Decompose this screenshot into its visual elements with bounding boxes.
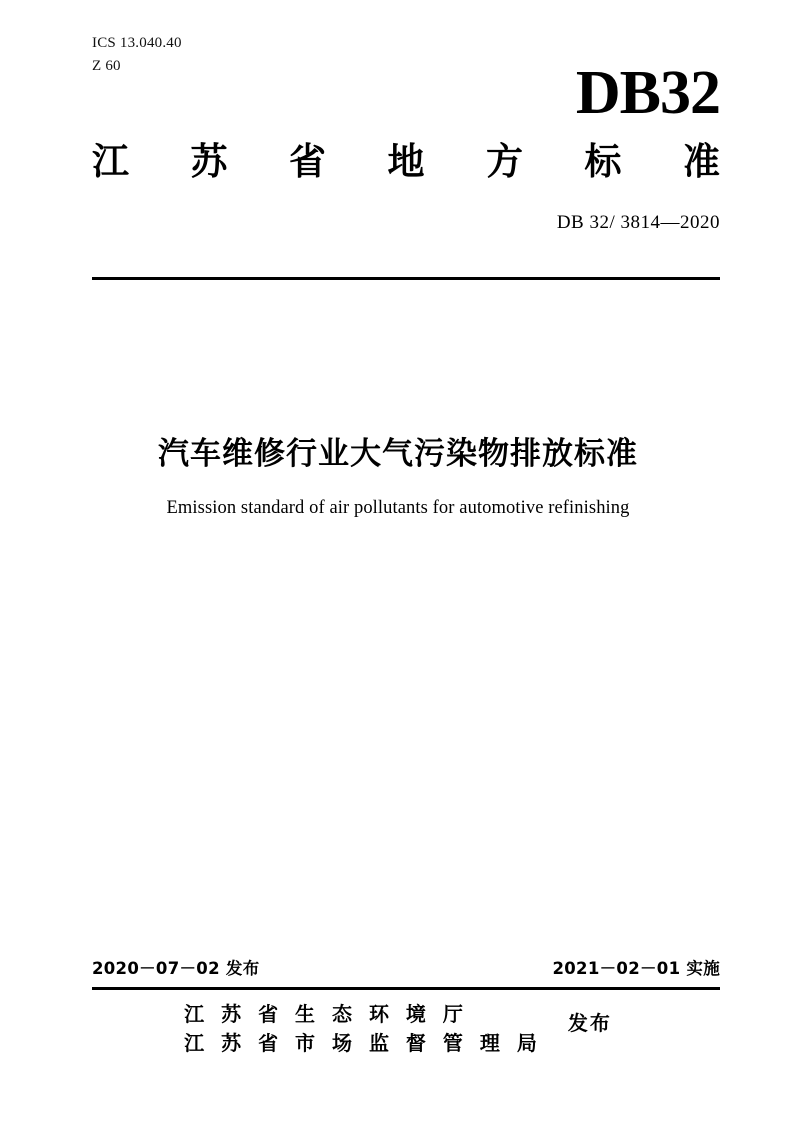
document-title-chinese: 汽车维修行业大气污染物排放标准 [158, 436, 638, 472]
standard-type-char-3: 地 [387, 140, 425, 183]
standard-number: DB 32/ 3814—2020 [556, 212, 720, 233]
series-mark: DB32 [575, 59, 720, 127]
issuer-names [184, 1000, 542, 1058]
release-date: 2020－07－02 发布 [92, 959, 260, 978]
footer-dates [92, 955, 720, 979]
ics-code: ICS 13.040.40 [92, 35, 182, 51]
header-divider [92, 277, 720, 280]
footer-divider [92, 987, 720, 990]
standard-type-char-2: 省 [289, 140, 326, 183]
standard-type-char-0: 江 [92, 140, 129, 183]
issue-verb: 发布 [567, 1010, 612, 1035]
issuer-line-0: 江 苏 省 生 态 环 境 厅 [184, 1002, 468, 1026]
document-title-english: Emission standard of air pollutants for automotive refinishing [166, 498, 630, 518]
classification-code: Z 60 [92, 58, 121, 75]
issuer-block [0, 1000, 796, 1058]
standard-type-title [92, 140, 720, 183]
standard-type-char-5: 标 [584, 140, 622, 183]
ics-block [92, 32, 182, 79]
standard-type-char-4: 方 [486, 140, 523, 183]
issuer-line-1: 江 苏 省 市 场 监 督 管 理 局 [184, 1031, 542, 1055]
implement-date: 2021－02－01 实施 [552, 959, 720, 978]
standard-type-char-1: 苏 [190, 140, 228, 183]
standard-type-char-6: 准 [683, 140, 720, 183]
